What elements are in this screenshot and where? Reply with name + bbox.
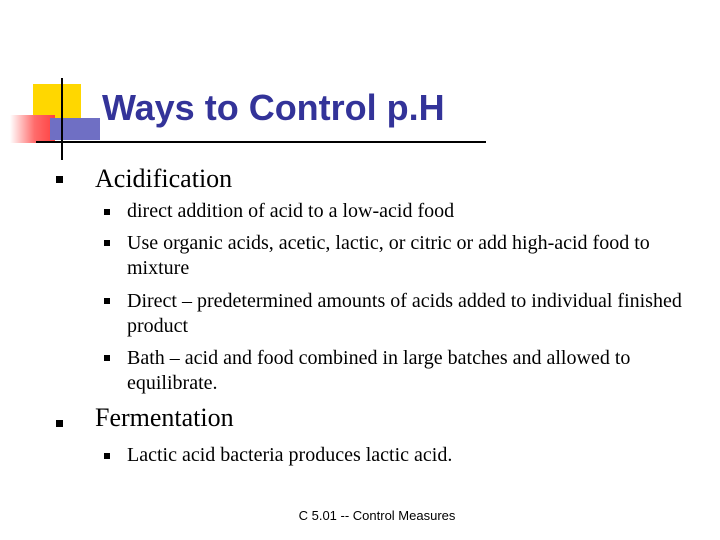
sub-bullet-direct-method: Direct – predetermined amounts of acids added to individual finished product — [127, 290, 682, 337]
sub-bullet-icon — [104, 453, 110, 459]
sub-bullet-direct-addition: direct addition of acid to a low-acid food — [127, 200, 455, 222]
decorative-red-bar — [10, 115, 55, 143]
bullet-icon — [56, 420, 63, 427]
decorative-vertical-line — [61, 78, 63, 160]
bullet-acidification: Acidification — [95, 164, 233, 193]
sub-bullet-icon — [104, 240, 110, 246]
decorative-blue-bar — [50, 118, 100, 140]
sub-bullet-bath-method: Bath – acid and food combined in large batches and allowed to equilibrate. — [127, 347, 631, 394]
slide-title: Ways to Control p.H — [102, 87, 445, 128]
title-underline — [36, 141, 486, 143]
bullet-icon — [56, 176, 63, 183]
sub-bullet-organic-acids: Use organic acids, acetic, lactic, or citric or add high-acid food to mixture — [127, 232, 650, 279]
sub-bullet-icon — [104, 355, 110, 361]
sub-bullet-lactic-bacteria: Lactic acid bacteria produces lactic acid. — [127, 444, 453, 466]
sub-bullet-icon — [104, 298, 110, 304]
sub-bullet-icon — [104, 209, 110, 215]
slide-footer: C 5.01 -- Control Measures — [298, 508, 456, 523]
bullet-fermentation: Fermentation — [95, 403, 234, 432]
